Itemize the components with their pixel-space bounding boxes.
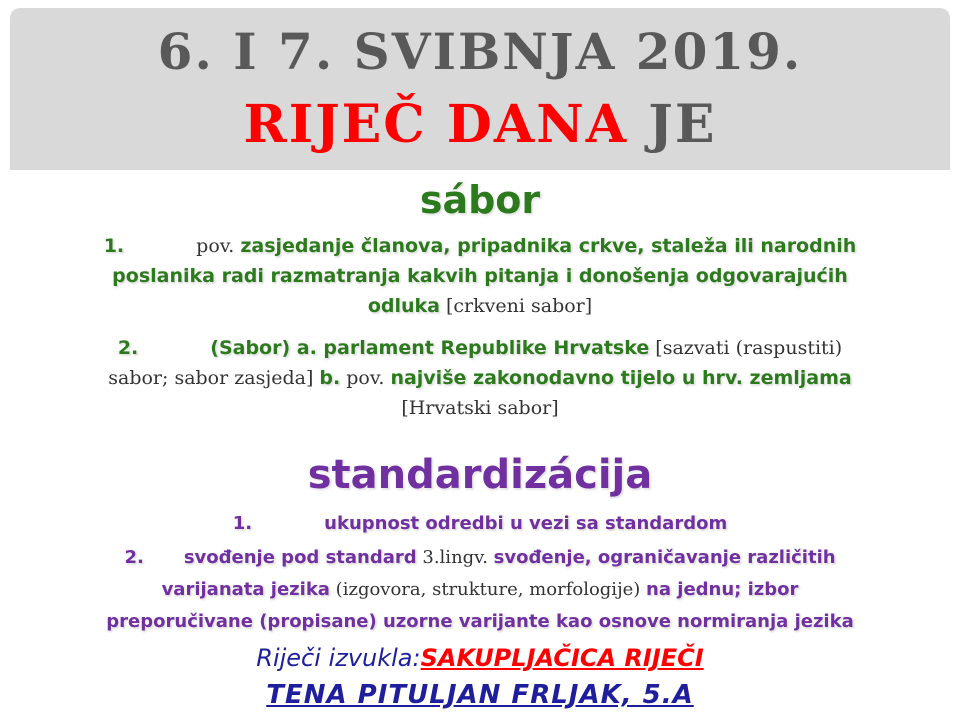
sabor-def2-line3 [0, 394, 960, 423]
credit-label: Riječi izvukla: [256, 644, 421, 672]
definition-text: preporučivane (propisane) uzorne varijante kao osnove normiranja jezika [106, 611, 854, 632]
definition-text: najviše zakonodavno tijelo u hrv. zemljama [390, 367, 852, 389]
credit-role: SAKUPLJAČICA RIJEČI [420, 644, 704, 672]
word-of-day-suffix: JE [628, 94, 717, 155]
sabor-def1-line2 [0, 262, 960, 291]
definition-text: varijanata jezika [161, 579, 330, 600]
definition-text: poslanika radi razmatranja kakvih pitanja i donošenja odgovarajućih [112, 265, 848, 287]
usage-example: [Hrvatski sabor] [401, 397, 559, 419]
word-of-day-label: RIJEČ DANA [243, 94, 629, 155]
def-number: 1. [103, 235, 125, 257]
word-of-day-heading [10, 94, 950, 155]
standard-def2-line1 [0, 544, 960, 572]
usage-note: 3.lingv. [416, 547, 494, 568]
date-heading: 6. I 7. SVIBNJA 2019. [157, 22, 803, 81]
credit-name: TENA PITULJAN FRLJAK, 5.A [266, 680, 694, 710]
sabor-def1-line3 [0, 292, 960, 321]
definition-text: (Sabor) a. parlament Republike Hrvatske [210, 337, 650, 359]
definition-text: ukupnost odredbi u vezi sa standardom [324, 513, 728, 534]
def-number: 2. [124, 547, 144, 568]
standard-def1-line [0, 510, 960, 538]
def-number: 2. [117, 337, 139, 359]
definition-text: odluka [367, 295, 440, 317]
term-standardizacija: standardizácija [307, 452, 653, 498]
usage-example: [crkveni sabor] [439, 295, 593, 317]
standard-def2-line2 [0, 576, 960, 604]
sub-sense-label: b. [319, 367, 341, 389]
usage-note: pov. [340, 367, 391, 389]
usage-note: pov. [196, 235, 235, 257]
credit-line [0, 644, 960, 672]
definition-text: svođenje pod standard [183, 547, 417, 568]
sabor-def2-line2 [0, 364, 960, 393]
definition-text: svođenje, ograničavanje različitih [493, 547, 836, 568]
title-banner [10, 8, 950, 170]
parenthetical-note: (izgovora, strukture, morfologije) [329, 579, 647, 600]
definition-text: na jednu; izbor [646, 579, 799, 600]
sabor-def1-line1 [0, 232, 960, 261]
standard-def2-line3 [0, 608, 960, 636]
sabor-def2-line1 [0, 334, 960, 363]
definition-text: zasjedanje članova, pripadnika crkve, staleža ili narodnih [240, 235, 857, 257]
def-number: 1. [232, 513, 253, 534]
usage-example: [sazvati (raspustiti) [649, 337, 843, 359]
term-sabor: sábor [419, 178, 541, 222]
usage-example: sabor; sabor zasjeda] [108, 367, 320, 389]
